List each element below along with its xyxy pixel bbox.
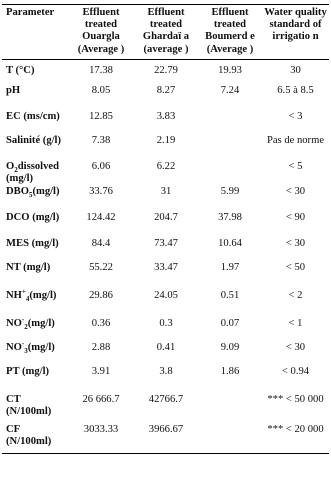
cell-parameter: DCO (mg/l) xyxy=(6,211,60,223)
cell-ghardaia: 3966.67 xyxy=(148,423,184,435)
cell-standard: 6.5 à 8.5 xyxy=(277,85,314,97)
cell-parameter xyxy=(2,186,68,212)
table-body xyxy=(2,59,329,453)
param-subscript: 4 xyxy=(25,294,30,303)
cell-boumerdes: 37.98 xyxy=(218,211,242,223)
cell-parameter xyxy=(2,315,68,342)
cell-ouargla: 124.42 xyxy=(86,211,116,223)
cell-ghardaia: 33.47 xyxy=(154,261,178,273)
cell-ghardaia: 2.19 xyxy=(156,135,176,147)
cell-ghardaia: 6.22 xyxy=(156,161,176,173)
cell-ouargla: 2.88 xyxy=(91,341,111,353)
cell-boumerdes: 0.07 xyxy=(220,317,240,329)
cell-ghardaia: 24.05 xyxy=(154,289,178,301)
cell-parameter: pH xyxy=(6,85,21,97)
table-row xyxy=(2,394,329,424)
header-parameter: Parameter xyxy=(6,7,55,18)
cell-boumerdes: 0.51 xyxy=(220,289,240,301)
table-row xyxy=(2,366,329,394)
cell-ouargla: 3033.33 xyxy=(83,423,119,435)
param-subscript: 3 xyxy=(24,346,28,355)
header-ouargla: Effluent treated Ouargla (Average ) xyxy=(77,7,125,55)
cell-ghardaia: 22.79 xyxy=(154,64,178,76)
cell-standard: Pas de norme xyxy=(266,135,325,147)
cell-parameter xyxy=(2,161,68,185)
param-unit: dissolved (mg/l) xyxy=(6,161,59,185)
cell-boumerdes: 5.99 xyxy=(220,185,240,197)
cell-standard: < 3 xyxy=(288,111,303,123)
cell-parameter: NT (mg/l) xyxy=(6,261,51,273)
cell-boumerdes: 19.93 xyxy=(218,64,242,76)
param-unit: (mg/l) xyxy=(32,185,60,197)
cell-ouargla: 84.4 xyxy=(91,237,111,249)
table-row xyxy=(2,59,329,85)
table-row xyxy=(2,262,329,290)
cell-standard: < 30 xyxy=(285,237,306,249)
cell-boumerdes xyxy=(198,424,262,454)
param-base: O xyxy=(6,161,15,173)
table-row xyxy=(2,212,329,238)
cell-boumerdes xyxy=(198,394,262,424)
cell-parameter: Salinité (g/l) xyxy=(6,135,62,147)
cell-ghardaia: 204.7 xyxy=(154,211,178,223)
cell-boumerdes xyxy=(198,161,262,185)
cell-ouargla: 26 666.7 xyxy=(82,393,120,405)
param-unit: (mg/l) xyxy=(27,341,55,353)
param-base: NH xyxy=(6,289,22,301)
cell-parameter: T (°C) xyxy=(6,64,35,76)
cell-ghardaia: 0.41 xyxy=(156,341,176,353)
cell-standard: < 2 xyxy=(288,289,303,301)
table-row xyxy=(2,85,329,111)
cell-parameter: PT (mg/l) xyxy=(6,365,50,377)
cell-ouargla: 55.22 xyxy=(89,261,113,273)
header-ghardaia: Effluent treated Ghardaï a (average ) xyxy=(142,7,190,55)
table-row xyxy=(2,135,329,161)
cell-ghardaia: 0.3 xyxy=(159,317,173,329)
param-unit: (mg/l) xyxy=(29,289,57,301)
cell-ouargla: 29.86 xyxy=(89,289,113,301)
param-unit: (mg/l) xyxy=(27,317,55,329)
cell-standard: < 50 xyxy=(285,261,306,273)
param-superscript: - xyxy=(21,339,25,347)
header-boumerdes: Effluent treated Boumerd e (Average ) xyxy=(205,7,255,55)
cell-ouargla: 17.38 xyxy=(89,64,113,76)
cell-boumerdes: 10.64 xyxy=(218,237,242,249)
cell-parameter xyxy=(2,287,68,318)
cell-ouargla: 8.05 xyxy=(91,85,111,97)
cell-ghardaia: 73.47 xyxy=(154,237,178,249)
cell-ghardaia: 3.8 xyxy=(159,365,173,377)
cell-parameter: MES (mg/l) xyxy=(6,237,59,249)
cell-ghardaia: 3.83 xyxy=(156,111,176,123)
cell-boumerdes xyxy=(198,111,262,135)
table-row xyxy=(2,318,329,342)
header-standard: Water quality standard of irrigatio n xyxy=(264,7,327,43)
cell-ouargla: 12.85 xyxy=(89,111,113,123)
cell-standard: < 1 xyxy=(288,317,303,329)
cell-ouargla: 0.36 xyxy=(91,317,111,329)
cell-standard: < 5 xyxy=(288,161,303,173)
table-row xyxy=(2,111,329,135)
cell-parameter: EC (ms/cm) xyxy=(6,111,60,123)
param-base: NO xyxy=(6,341,22,353)
cell-ouargla: 3.91 xyxy=(91,365,111,377)
table-row xyxy=(2,424,329,454)
cell-ghardaia: 31 xyxy=(160,185,172,197)
cell-parameter xyxy=(2,339,68,366)
param-subscript: 5 xyxy=(28,190,33,199)
cell-standard: *** < 50 000 xyxy=(267,393,324,405)
table-header-row xyxy=(2,5,329,60)
param-superscript: - xyxy=(21,315,25,323)
cell-ghardaia: 42766.7 xyxy=(148,393,184,405)
cell-standard: 30 xyxy=(290,64,301,76)
param-base: NO xyxy=(6,317,22,329)
cell-standard: < 30 xyxy=(285,185,306,197)
cell-standard: < 0.94 xyxy=(281,365,310,377)
cell-ouargla: 7.38 xyxy=(91,135,111,147)
table-row xyxy=(2,186,329,212)
param-superscript: + xyxy=(21,287,26,295)
param-base: DBO xyxy=(6,185,29,197)
table-row xyxy=(2,290,329,318)
cell-boumerdes: 1.86 xyxy=(220,365,240,377)
cell-boumerdes: 9.09 xyxy=(220,341,240,353)
cell-ouargla: 6.06 xyxy=(91,161,111,173)
cell-ghardaia: 8.27 xyxy=(156,85,176,97)
cell-boumerdes xyxy=(198,135,262,161)
table-row xyxy=(2,238,329,262)
cell-standard: *** < 20 000 xyxy=(267,423,324,435)
water-quality-table xyxy=(2,4,329,454)
param-subscript: 2 xyxy=(14,166,18,175)
cell-boumerdes: 7.24 xyxy=(220,85,240,97)
cell-boumerdes: 1.97 xyxy=(220,261,240,273)
table-row xyxy=(2,161,329,185)
cell-parameter: CF (N/100ml) xyxy=(6,423,52,447)
cell-standard: < 30 xyxy=(285,341,306,353)
cell-standard: < 90 xyxy=(285,211,306,223)
cell-ouargla: 33.76 xyxy=(89,185,113,197)
table-row xyxy=(2,342,329,366)
cell-parameter: CT (N/100ml) xyxy=(6,393,52,417)
param-subscript: 2 xyxy=(24,322,28,331)
